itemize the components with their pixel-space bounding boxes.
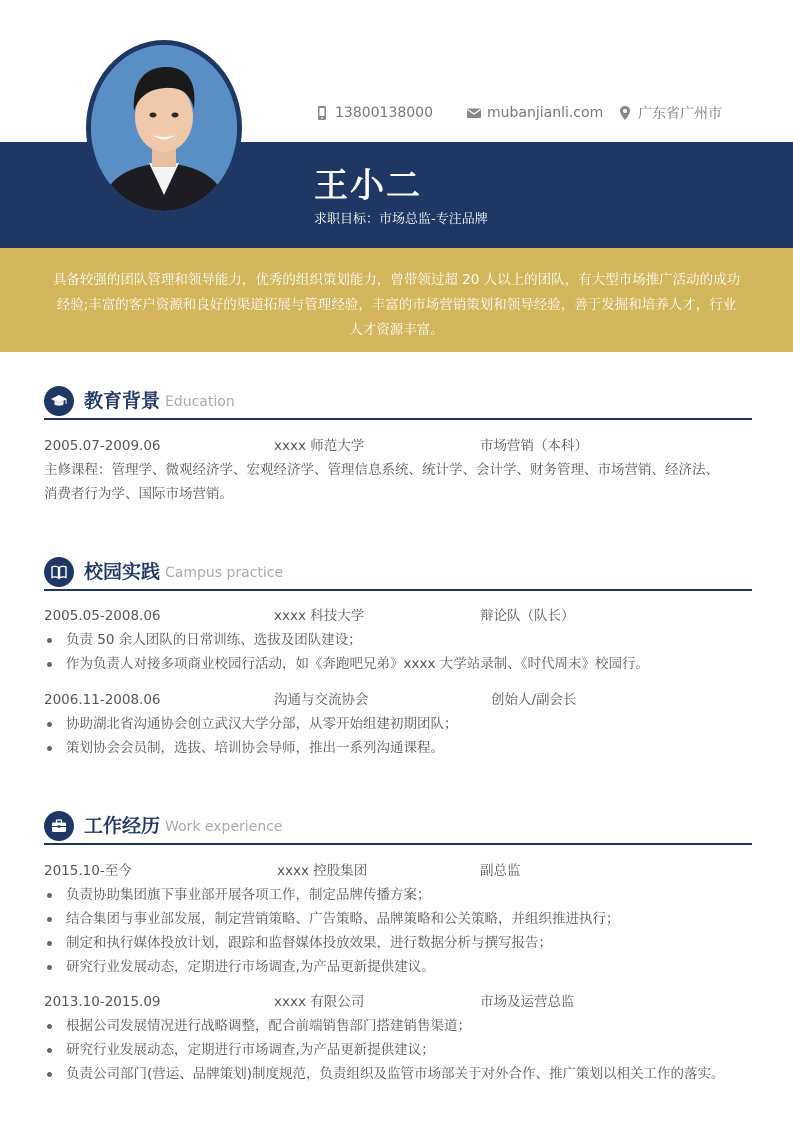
list-item: 作为负责人对接多项商业校园行活动，如《奔跑吧兄弟》xxxx 大学站录制、《时代周末》校园行。 <box>44 653 752 675</box>
education-section-header <box>44 386 752 420</box>
summary-line: 具备较强的团队管理和领导能力，优秀的组织策划能力，曾带领过超 20 人以上的团队，有大型市场推广活动的成功 <box>52 272 741 288</box>
contact-phone <box>314 102 433 124</box>
candidate-name: 王小二 <box>314 166 422 206</box>
campus-org: 沟通与交流协会 <box>274 692 369 708</box>
list-item: 研究行业发展动态，定期进行市场调查,为产品更新提供建议； <box>44 1039 752 1061</box>
work-period: 2015.10-至今 <box>44 863 132 879</box>
campus-title-en: Campus practice <box>165 565 284 581</box>
phone-text: 13800138000 <box>335 105 433 121</box>
campus-role: 创始人/副会长 <box>491 692 577 708</box>
website-text: mubanjianli.com <box>487 105 604 121</box>
campus-period: 2006.11-2008.06 <box>44 692 161 708</box>
mail-icon <box>466 105 482 121</box>
work-company: xxxx 有限公司 <box>274 994 365 1010</box>
list-item: 策划协会会员制，选拔、培训协会导师，推出一系列沟通课程。 <box>44 737 752 759</box>
summary-line: 经验;丰富的客户资源和良好的渠道拓展与管理经验，丰富的市场营销策划和领导经验，善于发掘和培养人才，行业 <box>56 297 737 313</box>
education-courses: 消费者行为学、国际市场营销。 <box>44 486 233 502</box>
avatar <box>91 45 237 211</box>
work-company: xxxx 控股集团 <box>277 863 368 879</box>
summary-band <box>0 248 793 352</box>
work-entry <box>44 860 752 882</box>
education-title-en: Education <box>165 394 235 410</box>
campus-role: 辩论队（队长） <box>480 608 575 624</box>
location-text: 广东省广州市 <box>638 106 722 122</box>
book-icon <box>44 557 74 587</box>
education-period: 2005.07-2009.06 <box>44 438 161 454</box>
contact-website <box>466 102 603 124</box>
work-period: 2013.10-2015.09 <box>44 994 161 1010</box>
work-entry <box>44 991 752 1013</box>
list-item: 制定和执行媒体投放计划，跟踪和监督媒体投放效果，进行数据分析与撰写报告； <box>44 932 752 954</box>
education-entry <box>44 435 752 457</box>
education-major: 市场营销（本科） <box>480 438 588 454</box>
list-item: 结合集团与事业部发展，制定营销策略、广告策略、品牌策略和公关策略，并组织推进执行； <box>44 908 752 930</box>
list-item: 协助湖北省沟通协会创立武汉大学分部，从零开始组建初期团队； <box>44 713 752 735</box>
campus-entry <box>44 689 752 711</box>
summary-line: 人才资源丰富。 <box>349 322 444 338</box>
work-title: 工作经历 <box>84 815 161 837</box>
campus-org: xxxx 科技大学 <box>274 608 365 624</box>
list-item: 负责 50 余人团队的日常训练、选拔及团队建设； <box>44 629 752 651</box>
job-objective: 求职目标：市场总监-专注品牌 <box>314 212 488 227</box>
work-position: 副总监 <box>480 863 521 879</box>
campus-period: 2005.05-2008.06 <box>44 608 161 624</box>
campus-title: 校园实践 <box>84 561 161 583</box>
list-item: 负责协助集团旗下事业部开展各项工作，制定品牌传播方案； <box>44 884 752 906</box>
list-item: 研究行业发展动态，定期进行市场调查,为产品更新提供建议。 <box>44 956 752 978</box>
graduation-cap-icon <box>44 386 74 416</box>
education-school: xxxx 师范大学 <box>274 438 365 454</box>
campus-section-header <box>44 557 752 591</box>
list-item: 根据公司发展情况进行战略调整，配合前端销售部门搭建销售渠道； <box>44 1015 752 1037</box>
location-icon <box>617 105 633 121</box>
campus-entry <box>44 605 752 627</box>
work-position: 市场及运营总监 <box>480 994 575 1010</box>
briefcase-icon <box>44 811 74 841</box>
list-item: 负责公司部门(营运、品牌策划)制度规范，负责组织及监管市场部关于对外合作、推广策划以相关工作的落实。 <box>44 1063 752 1085</box>
education-courses: 主修课程：管理学、微观经济学、宏观经济学、管理信息系统、统计学、会计学、财务管理、市场营销、经济法、 <box>44 462 719 478</box>
work-title-en: Work experience <box>165 819 283 835</box>
work-section-header <box>44 811 752 845</box>
contact-location <box>617 102 722 124</box>
education-title: 教育背景 <box>84 390 161 412</box>
phone-icon <box>314 105 330 121</box>
